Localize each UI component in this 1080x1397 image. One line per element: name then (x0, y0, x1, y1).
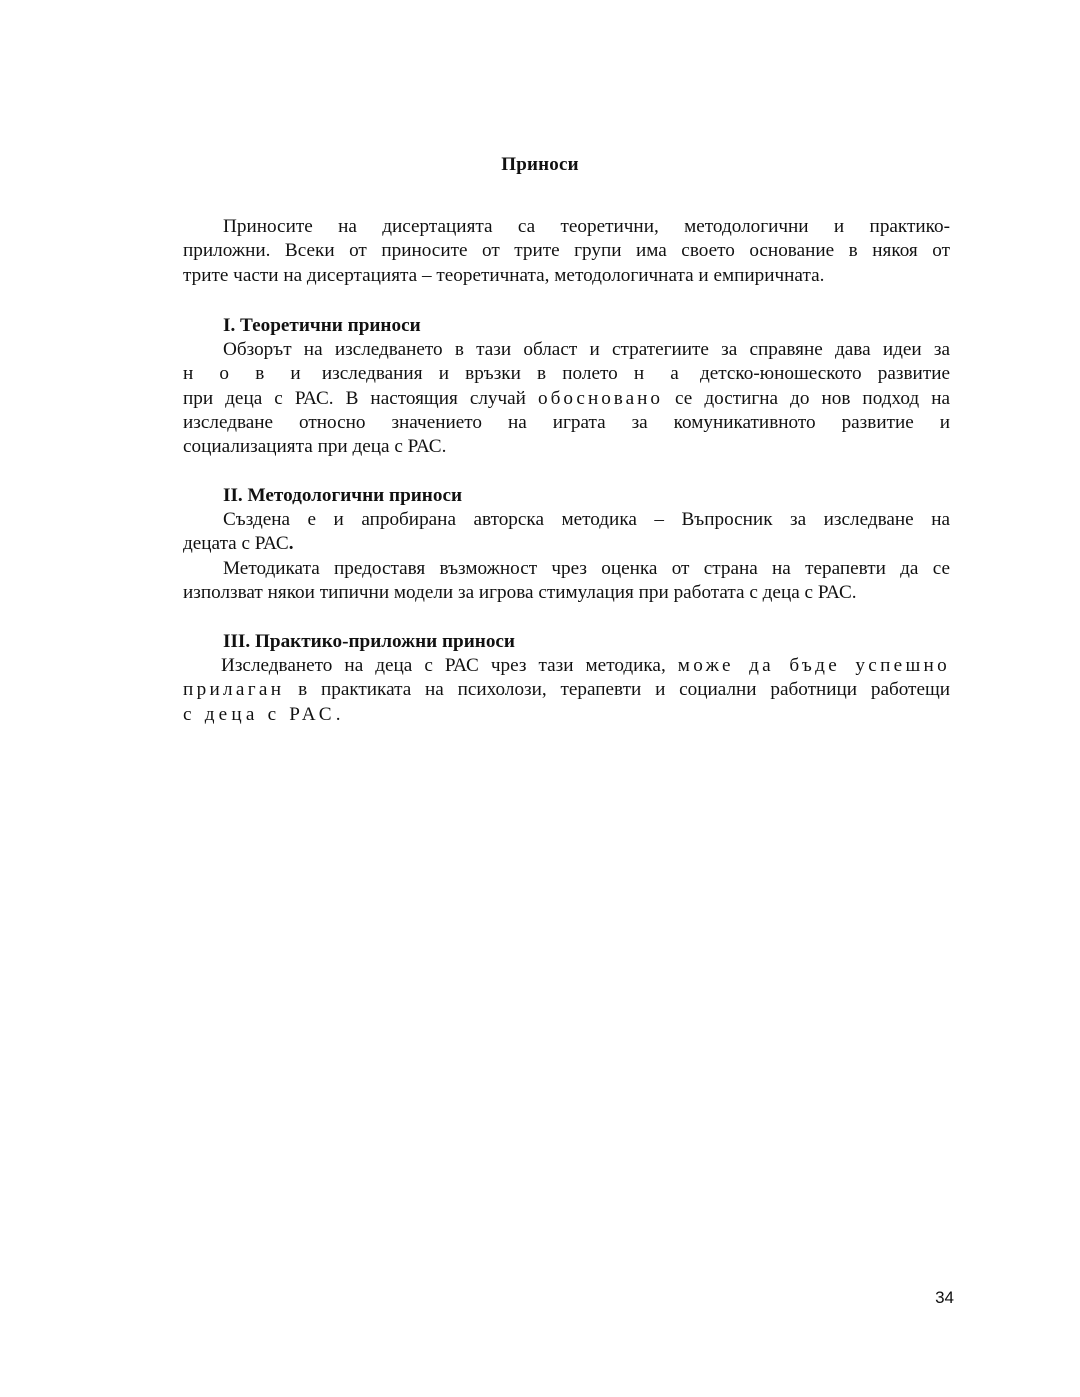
page-number: 34 (935, 1288, 954, 1307)
intro-line-3: трите части на дисертацията – теоретичната, методологичната и емпиричната. (183, 264, 825, 286)
text-run: при деца с РАС. В настоящия случай (183, 387, 526, 409)
text-run: изследвания и връзки в полето (321, 363, 618, 385)
section-1-line-3 (183, 387, 950, 411)
section-1-line-4: изследване относно значението на играта за комуникативното развитие и (183, 411, 950, 433)
section-2-line-1: Създена е и апробирана авторска методика – Въпросник за изследване на (223, 509, 950, 530)
intro-paragraph (183, 215, 950, 288)
section-1-line-5: социализацията при деца с РАС. (183, 436, 447, 458)
intro-line-1: Приносите на дисертацията са теоретични, методологични и практико- (223, 216, 950, 237)
section-1-paragraph (183, 338, 950, 459)
text-run: децата с РАС (183, 533, 289, 555)
section-2-line-4: използват някои типични модели за игрова стимулация при работата с деца с РАС. (183, 581, 857, 603)
spaced-text: н а (633, 363, 684, 385)
section-1-line-2 (183, 362, 950, 386)
section-2-heading: II. Методологични приноси (223, 485, 463, 506)
spaced-text: може да бъде успешно (677, 655, 951, 676)
section-2-paragraph (183, 508, 950, 605)
section-1-line-1: Обзорът на изследването в тази област и стратегиите за справяне дава идеи за (223, 339, 950, 360)
section-2-line-3: Методиката предоставя възможност чрез оценка от страна на терапевти да се (223, 557, 950, 579)
spaced-text: н о в и (183, 363, 306, 385)
text-run: се достигна до нов подход на (675, 387, 950, 409)
text-run: в практиката на психолози, терапевти и социални работници работещи (298, 679, 951, 701)
section-2-line-2 (183, 532, 950, 556)
section-3-heading: III. Практико-приложни приноси (223, 631, 515, 652)
text-run: Изследването на деца с РАС чрез тази методика, (221, 655, 666, 676)
section-3-paragraph (183, 654, 950, 727)
section-1-heading: I. Теоретични приноси (223, 315, 421, 336)
page-title: Приноси (501, 154, 579, 175)
bold-period: . (288, 533, 294, 555)
intro-line-2: приложни. Всеки от приносите от трите групи има своето основание в някоя от (183, 240, 950, 262)
spaced-text: обосновано (538, 387, 663, 409)
section-3-line-1 (183, 654, 950, 678)
spaced-text: прилаган (183, 679, 285, 701)
section-3-line-3: с деца с РАС. (183, 703, 345, 725)
text-run: детско-юношеското развитие (700, 363, 950, 385)
section-3-line-2 (183, 678, 950, 702)
